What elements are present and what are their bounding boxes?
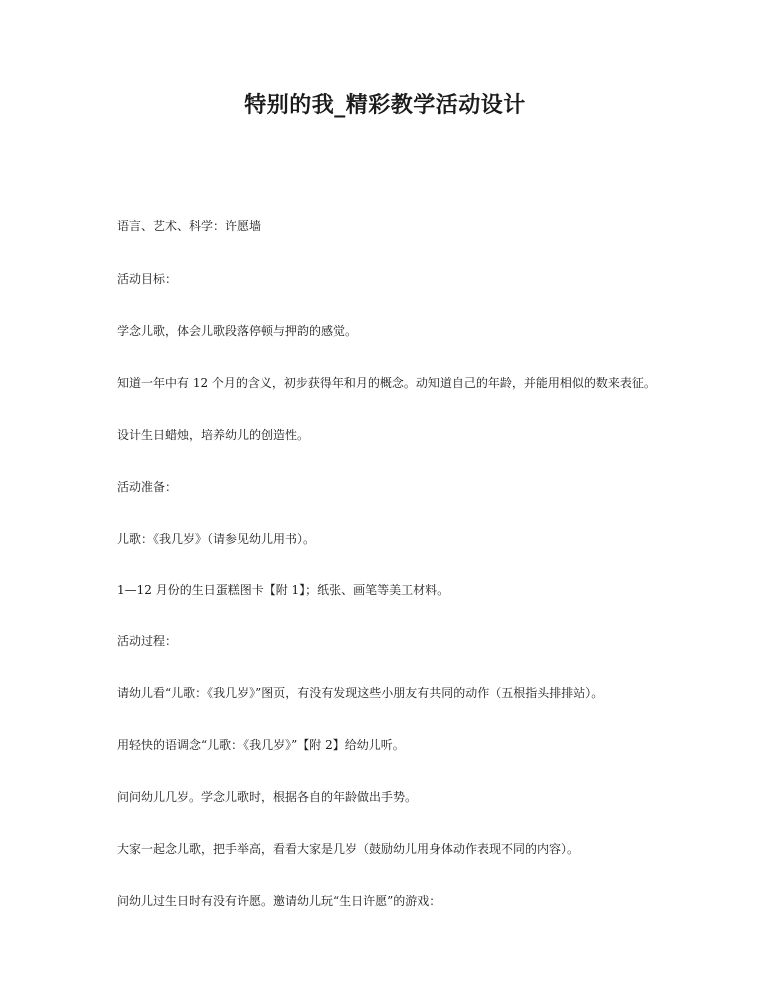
paragraph-step-5: 问幼儿过生日时有没有许愿。邀请幼儿玩“生日许愿”的游戏： <box>117 894 442 908</box>
paragraph-prep-2: 1—12 月份的生日蛋糕图卡【附 1】；纸张、画笔等美工材料。 <box>117 583 450 597</box>
paragraph-step-1: 请幼儿看“儿歌：《我几岁》”图页，有没有发现这些小朋友有共同的动作（五根指头排排站）。 <box>117 686 604 700</box>
paragraph-step-2: 用轻快的语调念“儿歌：《我几岁》”【附 2】给幼儿听。 <box>117 738 405 752</box>
heading-activity-goals: 活动目标： <box>117 272 178 286</box>
paragraph-subject: 语言、艺术、科学：许愿墙 <box>117 219 262 233</box>
paragraph-prep-1: 儿歌：《我几岁》（请参见幼儿用书）。 <box>117 532 316 546</box>
heading-activity-process: 活动过程： <box>117 634 178 648</box>
paragraph-step-4: 大家一起念儿歌，把手举高，看看大家是几岁（鼓励幼儿用身体动作表现不同的内容）。 <box>117 842 580 856</box>
heading-activity-preparation: 活动准备： <box>117 480 178 494</box>
paragraph-goal-1: 学念儿歌，体会儿歌段落停顿与押韵的感觉。 <box>117 324 358 338</box>
paragraph-goal-3: 设计生日蜡烛，培养幼儿的创造性。 <box>117 428 310 442</box>
paragraph-goal-2: 知道一年中有 12 个月的含义，初步获得年和月的概念。动知道自己的年龄，并能用相似的数来表征。 <box>117 376 656 390</box>
document-title: 特别的我_精彩教学活动设计 <box>244 93 526 118</box>
paragraph-step-3: 问问幼儿几岁。学念儿歌时，根据各自的年龄做出手势。 <box>117 790 418 804</box>
